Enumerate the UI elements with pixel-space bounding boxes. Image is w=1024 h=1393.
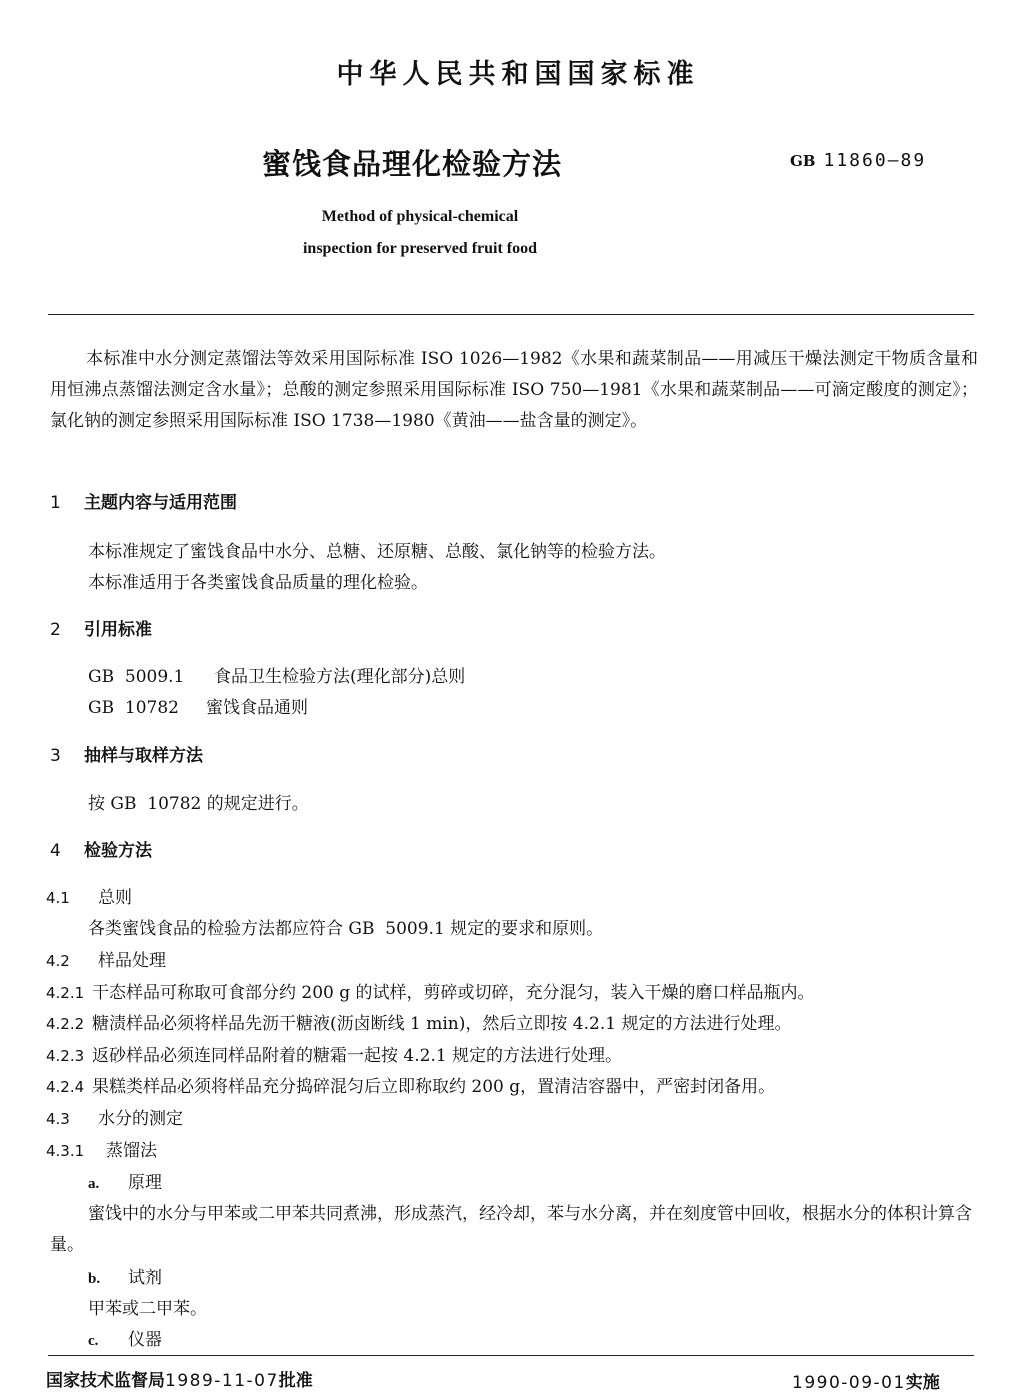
reference-code: GB 5009.1 xyxy=(88,667,185,687)
standard-code xyxy=(790,150,926,171)
standard-title: 蜜饯食品理化检验方法 xyxy=(262,147,563,181)
reference-item xyxy=(88,662,465,687)
issuing-authority: 国家技术监督局 xyxy=(46,1371,165,1391)
item-a-text: 蜜饯中的水分与甲苯或二甲苯共同煮沸，形成蒸汽，经冷却，苯与水分离，并在刻度管中回收，根据水分的体积计算含量。 xyxy=(50,1204,972,1255)
subsection-title: 蒸馏法 xyxy=(106,1141,157,1161)
section-1-paragraph-1: 本标准规定了蜜饯食品中水分、总糖、还原糖、总酸、氯化钠等的检验方法。 xyxy=(88,542,666,562)
section-number: 1 xyxy=(50,493,61,513)
section-title: 主题内容与适用范围 xyxy=(84,493,237,513)
reference-item xyxy=(88,693,308,718)
subsection-4-3 xyxy=(46,1104,183,1129)
subsection-title: 样品处理 xyxy=(98,951,166,971)
subsection-number: 4.2.2 xyxy=(46,1015,85,1033)
item-label: b. xyxy=(88,1271,101,1287)
subsection-4-2-1 xyxy=(46,978,815,1003)
subsection-number: 4.3.1 xyxy=(46,1142,85,1160)
subsection-number: 4.2.1 xyxy=(46,984,85,1002)
subsection-text: 干态样品可称取可食部分约 200 g 的试样，剪碎或切碎，充分混匀，装入干燥的磨口样品瓶内。 xyxy=(92,983,815,1003)
english-title-line-2: inspection for preserved fruit food xyxy=(302,240,538,257)
item-label: c. xyxy=(88,1333,99,1349)
section-1-heading xyxy=(50,488,237,513)
item-title: 试剂 xyxy=(128,1268,162,1288)
item-b-text: 甲苯或二甲苯。 xyxy=(88,1299,207,1319)
item-title: 仪器 xyxy=(128,1330,162,1350)
section-number: 3 xyxy=(50,746,61,766)
standard-code-number: 11860—89 xyxy=(823,150,927,171)
subsection-number: 4.2.3 xyxy=(46,1047,85,1065)
item-label: a. xyxy=(88,1176,100,1192)
section-3-paragraph: 按 GB 10782 的规定进行。 xyxy=(88,794,309,814)
subsection-4-2-3 xyxy=(46,1041,622,1066)
implementation-date: 1990-09-01 xyxy=(792,1373,906,1393)
subsection-4-2 xyxy=(46,946,166,971)
approval-label: 批准 xyxy=(278,1371,313,1391)
section-title: 检验方法 xyxy=(84,841,152,861)
subsection-4-1-text: 各类蜜饯食品的检验方法都应符合 GB 5009.1 规定的要求和原则。 xyxy=(88,919,604,939)
subsection-number: 4.2.4 xyxy=(46,1078,85,1096)
section-4-heading xyxy=(50,836,152,861)
subsection-4-1 xyxy=(46,883,132,908)
subsection-4-3-1 xyxy=(46,1136,157,1161)
subsection-number: 4.3 xyxy=(46,1110,70,1128)
subsection-text: 果糕类样品必须将样品充分捣碎混匀后立即称取约 200 g，置清洁容器中，严密封闭备用。 xyxy=(92,1077,776,1097)
subsection-number: 4.1 xyxy=(46,889,70,907)
section-number: 2 xyxy=(50,620,61,640)
item-title: 原理 xyxy=(128,1173,162,1193)
approval-line xyxy=(46,1366,313,1391)
subsection-text: 返砂样品必须连同样品附着的糖霜一起按 4.2.1 规定的方法进行处理。 xyxy=(92,1046,623,1066)
section-3-heading xyxy=(50,741,203,766)
reference-name: 蜜饯食品通则 xyxy=(206,698,308,718)
national-standard-heading: 中华人民共和国国家标准 xyxy=(336,59,700,90)
item-a-heading xyxy=(88,1168,162,1193)
reference-code: GB 10782 xyxy=(88,698,179,718)
item-c-heading xyxy=(88,1325,162,1350)
subsection-title: 水分的测定 xyxy=(98,1109,183,1129)
subsection-4-2-4 xyxy=(46,1072,775,1097)
section-title: 抽样与取样方法 xyxy=(84,746,203,766)
subsection-number: 4.2 xyxy=(46,952,70,970)
subsection-text: 糖渍样品必须将样品先沥干糖液(沥卤断线 1 min)，然后立即按 4.2.1 规定的方法进行处理。 xyxy=(92,1014,792,1034)
section-1-paragraph-2: 本标准适用于各类蜜饯食品质量的理化检验。 xyxy=(88,573,428,593)
reference-name: 食品卫生检验方法(理化部分)总则 xyxy=(214,667,466,687)
subsection-4-2-2 xyxy=(46,1009,791,1034)
section-number: 4 xyxy=(50,841,61,861)
implementation-label: 实施 xyxy=(905,1373,940,1393)
approval-date: 1989-11-07 xyxy=(165,1371,279,1391)
header-divider xyxy=(48,314,974,315)
english-title-line-1: Method of physical-chemical xyxy=(321,208,519,225)
standard-code-prefix: GB xyxy=(790,152,816,170)
footer-divider xyxy=(48,1355,974,1356)
section-title: 引用标准 xyxy=(84,620,152,640)
item-b-heading xyxy=(88,1263,162,1288)
implementation-line xyxy=(792,1368,940,1393)
subsection-title: 总则 xyxy=(98,888,132,908)
section-2-heading xyxy=(50,615,152,640)
intro-paragraph: 本标准中水分测定蒸馏法等效采用国际标准 ISO 1026—1982《水果和蔬菜制品——用减压干燥法测定干物质含量和用恒沸点蒸馏法测定含水量》；总酸的测定参照采用国际标准 ISO 750—1981《水果和蔬菜制品——可滴定酸度的测定》；氯化钠的测定参照采用国际标准 ISO 1738—1980《黄油——盐含量的测定》。 xyxy=(50,349,978,431)
